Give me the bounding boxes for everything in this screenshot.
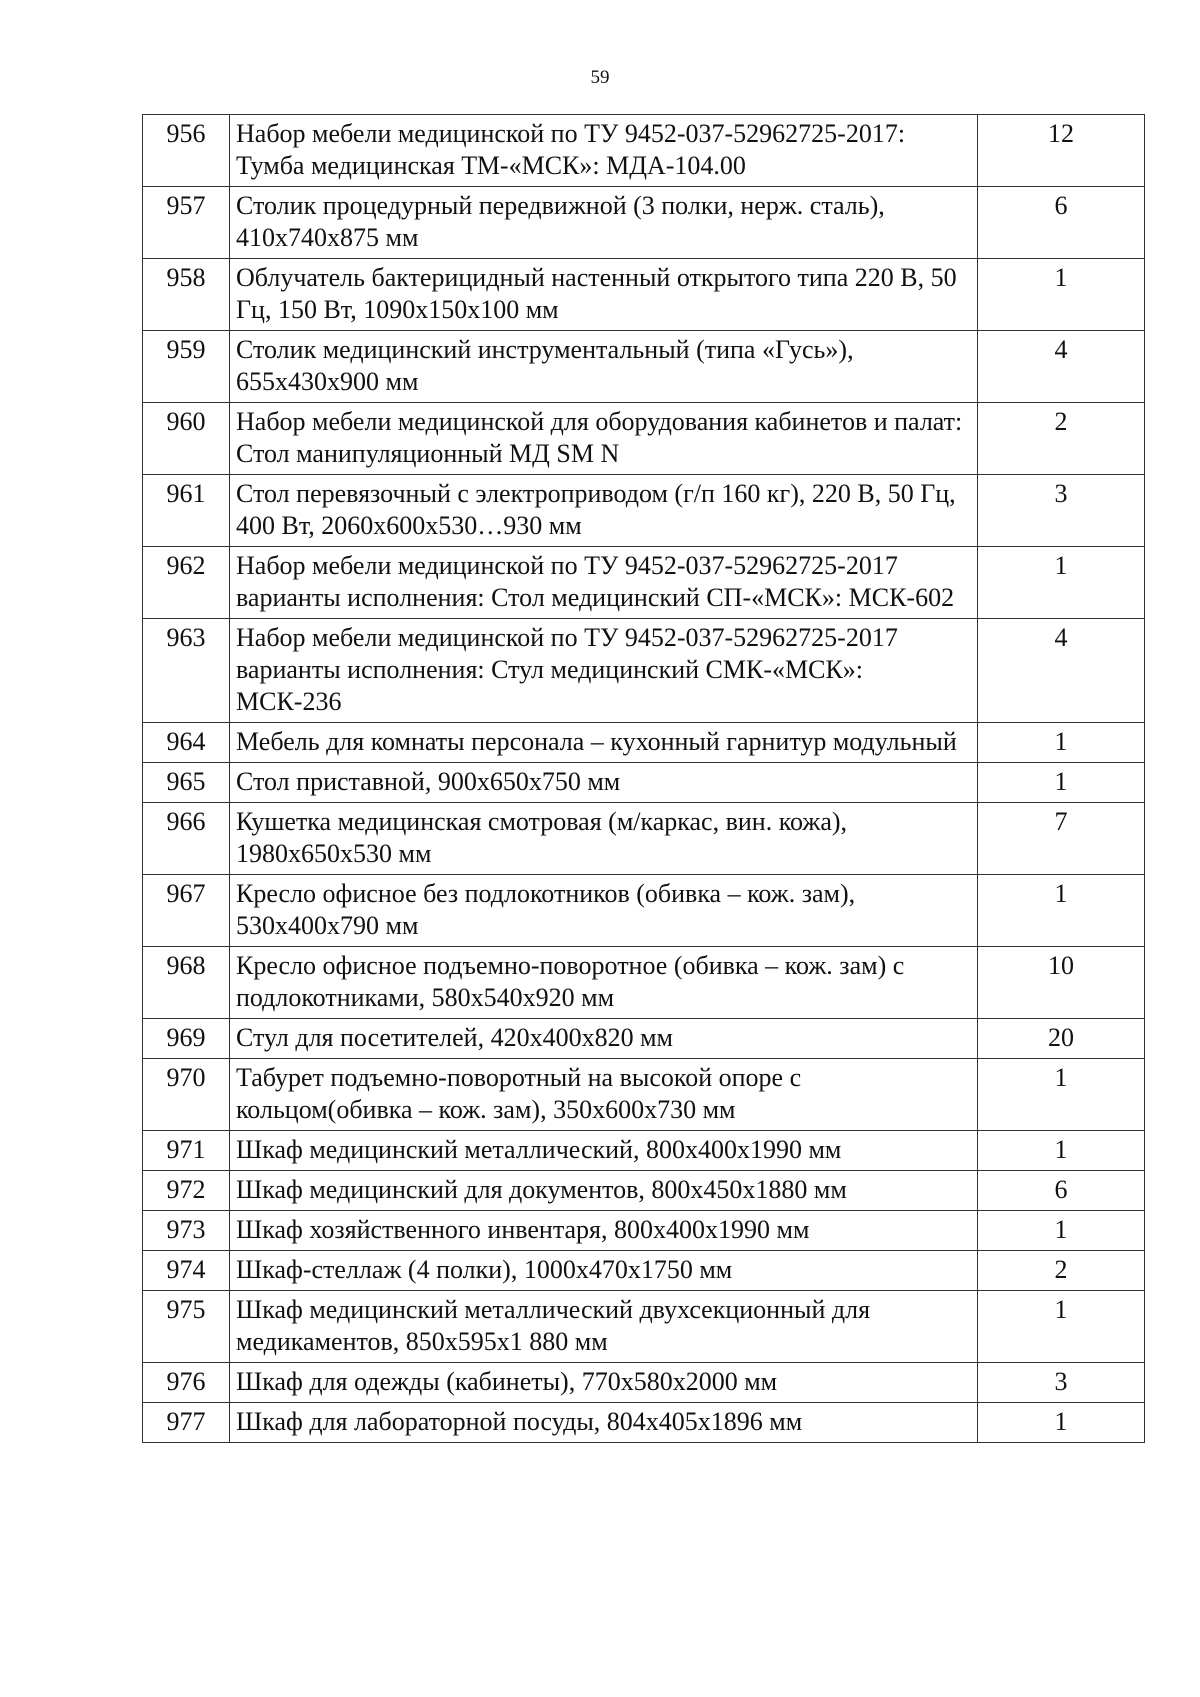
table-row [143,763,1145,803]
table-row [143,1211,1145,1251]
page-number: 59 [590,67,610,88]
quantity-cell: 10 [978,947,1145,1019]
item-name-cell: Табурет подъемно-поворотный на высокой опоре с кольцом(обивка – кож. зам), 350х600х730 мм [230,1059,978,1131]
item-name-cell: Шкаф медицинский для документов, 800х450х1880 мм [230,1171,978,1211]
row-number-cell: 962 [143,547,230,619]
item-name-cell: Облучатель бактерицидный настенный открытого типа 220 В, 50 Гц, 150 Вт, 1090х150х100 мм [230,259,978,331]
quantity-cell: 4 [978,331,1145,403]
table-row [143,947,1145,1019]
item-name-cell: Кресло офисное без подлокотников (обивка – кож. зам), 530х400х790 мм [230,875,978,947]
table-row [143,547,1145,619]
row-number-cell: 956 [143,115,230,187]
quantity-cell: 20 [978,1019,1145,1059]
table-body [143,115,1145,1443]
quantity-cell: 1 [978,259,1145,331]
table-row [143,1131,1145,1171]
row-number-cell: 971 [143,1131,230,1171]
quantity-cell: 1 [978,763,1145,803]
item-name-cell: Шкаф-стеллаж (4 полки), 1000х470х1750 мм [230,1251,978,1291]
quantity-cell: 1 [978,875,1145,947]
item-name-cell: Стул для посетителей, 420х400х820 мм [230,1019,978,1059]
item-name-cell: Кушетка медицинская смотровая (м/каркас, вин. кожа), 1980х650х530 мм [230,803,978,875]
item-name-cell: Шкаф хозяйственного инвентаря, 800х400х1990 мм [230,1211,978,1251]
row-number-cell: 959 [143,331,230,403]
row-number-cell: 968 [143,947,230,1019]
quantity-cell: 1 [978,1131,1145,1171]
item-name-cell: Набор мебели медицинской по ТУ 9452-037-52962725-2017 варианты исполнения: Стол медицинский СП-«МСК»: МСК-602 [230,547,978,619]
row-number-cell: 977 [143,1403,230,1443]
quantity-cell: 1 [978,1291,1145,1363]
table-row [143,1291,1145,1363]
table-row [143,723,1145,763]
row-number-cell: 957 [143,187,230,259]
quantity-cell: 6 [978,1171,1145,1211]
table-row [143,115,1145,187]
quantity-cell: 1 [978,723,1145,763]
table-row [143,403,1145,475]
item-name-cell: Шкаф для одежды (кабинеты), 770х580х2000 мм [230,1363,978,1403]
table-row [143,475,1145,547]
quantity-cell: 1 [978,547,1145,619]
item-name-cell: Столик процедурный передвижной (3 полки, нерж. сталь), 410х740х875 мм [230,187,978,259]
item-name-cell: Стол перевязочный с электроприводом (г/п 160 кг), 220 В, 50 Гц, 400 Вт, 2060х600х530…930 мм [230,475,978,547]
quantity-cell: 7 [978,803,1145,875]
row-number-cell: 973 [143,1211,230,1251]
table-row [143,1171,1145,1211]
table-row [143,1019,1145,1059]
row-number-cell: 972 [143,1171,230,1211]
table-row [143,1059,1145,1131]
row-number-cell: 975 [143,1291,230,1363]
quantity-cell: 2 [978,403,1145,475]
row-number-cell: 974 [143,1251,230,1291]
row-number-cell: 967 [143,875,230,947]
item-name-cell: Набор мебели медицинской для оборудования кабинетов и палат: Стол манипуляционный МД SM N [230,403,978,475]
row-number-cell: 960 [143,403,230,475]
quantity-cell: 6 [978,187,1145,259]
item-name-cell: Шкаф для лабораторной посуды, 804х405х1896 мм [230,1403,978,1443]
table-row [143,187,1145,259]
row-number-cell: 964 [143,723,230,763]
item-name-cell: Набор мебели медицинской по ТУ 9452-037-52962725-2017: Тумба медицинская ТМ-«МСК»: МДА-104.00 [230,115,978,187]
item-name-cell: Стол приставной, 900х650х750 мм [230,763,978,803]
quantity-cell: 2 [978,1251,1145,1291]
table-row [143,619,1145,723]
equipment-table [142,114,1145,1443]
item-name-cell: Кресло офисное подъемно-поворотное (обивка – кож. зам) с подлокотниками, 580х540х920 мм [230,947,978,1019]
item-name-cell: Мебель для комнаты персонала – кухонный гарнитур модульный [230,723,978,763]
table-row [143,803,1145,875]
row-number-cell: 969 [143,1019,230,1059]
item-name-cell: Шкаф медицинский металлический двухсекционный для медикаментов, 850х595х1 880 мм [230,1291,978,1363]
row-number-cell: 966 [143,803,230,875]
table-row [143,875,1145,947]
item-name-cell: Набор мебели медицинской по ТУ 9452-037-52962725-2017 варианты исполнения: Стул медицинский СМК-«МСК»: МСК-236 [230,619,978,723]
table-row [143,259,1145,331]
row-number-cell: 970 [143,1059,230,1131]
table-row [143,1251,1145,1291]
quantity-cell: 1 [978,1403,1145,1443]
row-number-cell: 976 [143,1363,230,1403]
row-number-cell: 958 [143,259,230,331]
quantity-cell: 4 [978,619,1145,723]
row-number-cell: 961 [143,475,230,547]
quantity-cell: 1 [978,1059,1145,1131]
item-name-cell: Шкаф медицинский металлический, 800х400х1990 мм [230,1131,978,1171]
quantity-cell: 3 [978,1363,1145,1403]
quantity-cell: 12 [978,115,1145,187]
quantity-cell: 1 [978,1211,1145,1251]
row-number-cell: 963 [143,619,230,723]
table-row [143,331,1145,403]
quantity-cell: 3 [978,475,1145,547]
row-number-cell: 965 [143,763,230,803]
table-row [143,1403,1145,1443]
table-row [143,1363,1145,1403]
item-name-cell: Столик медицинский инструментальный (типа «Гусь»), 655х430х900 мм [230,331,978,403]
